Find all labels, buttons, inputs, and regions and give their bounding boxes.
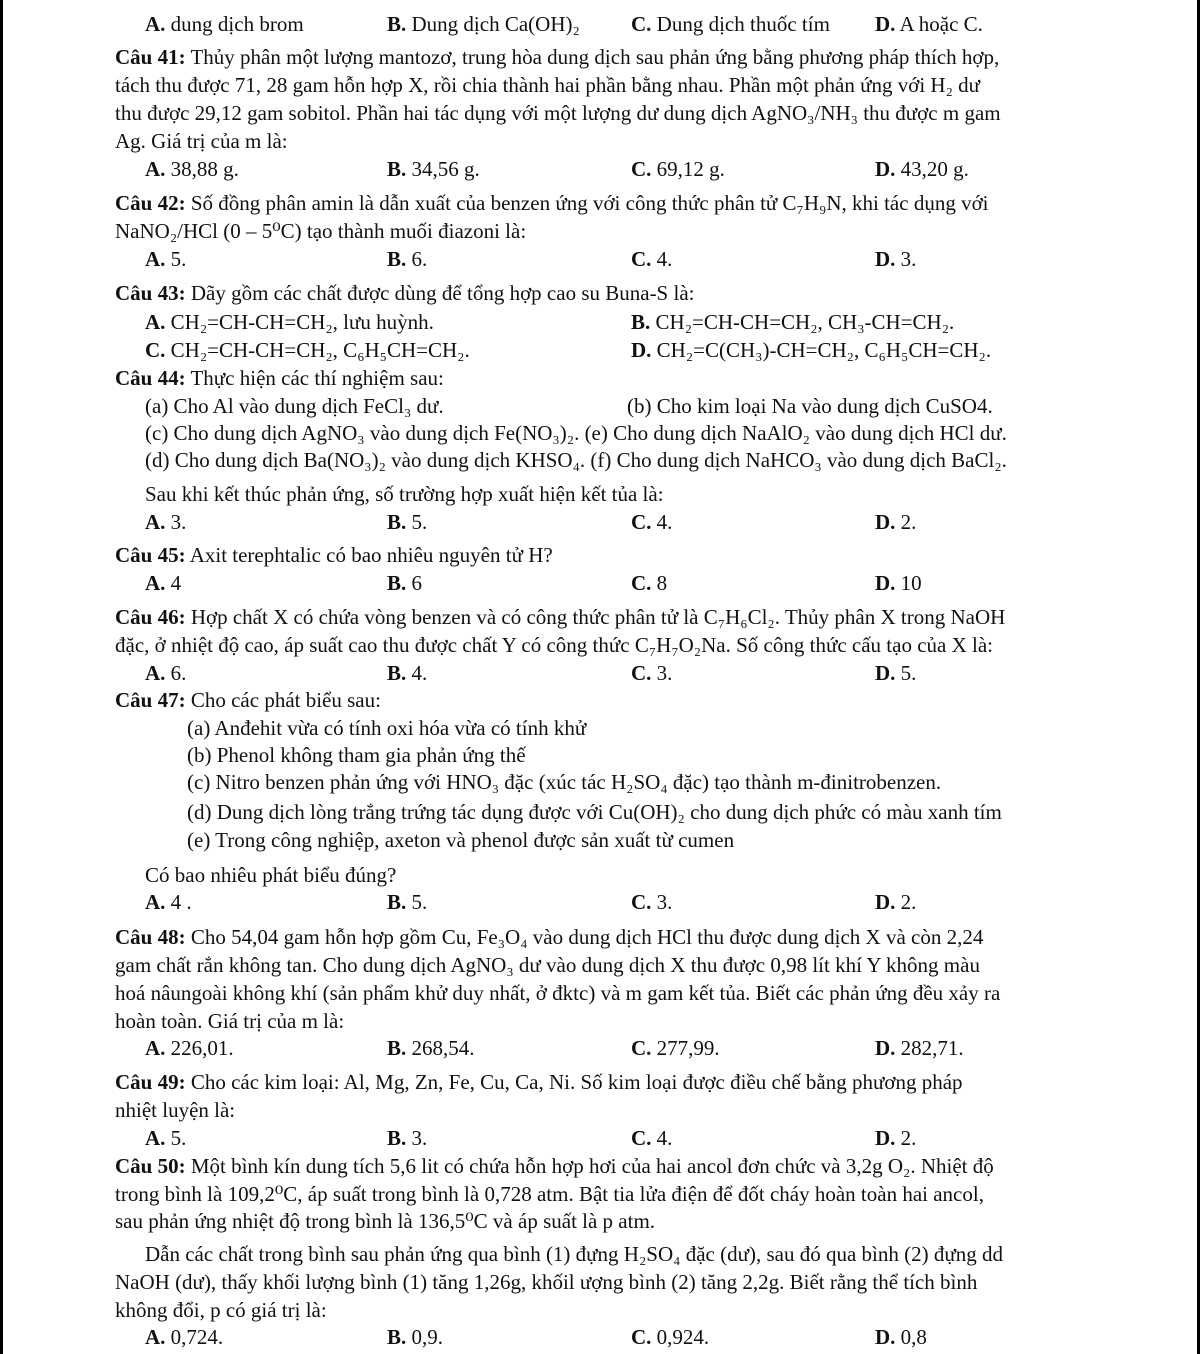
question-text-line: hoá nâungoài không khí (sản phẩm khử duy nhất, ở đktc) và m gam kết tủa. Biết các phản ứng đều xảy ra <box>115 981 1001 1005</box>
options-43-row2 <box>145 336 1145 364</box>
question-text-line: tách thu được 71, 28 gam hỗn hợp X, rồi chia thành hai phần bằng nhau. Phần một phản ứng với H₂ dư <box>115 73 981 97</box>
experiment-d-f: (d) Cho dung dịch Ba(NO₃)₂ vào dung dịch KHSO₄. (f) Cho dung dịch NaHCO₃ vào dung dịch BaCl₂. <box>145 448 1007 472</box>
question-text-line: trong bình là 109,2⁰C, áp suất trong bình là 0,728 atm. Bật tia lửa điện để đốt cháy hoàn toàn hai ancol, <box>115 1182 984 1206</box>
option-b: B. 6 <box>387 571 423 595</box>
question-text-line: gam chất rắn không tan. Cho dung dịch AgNO₃ dư vào dung dịch X thu được 0,98 lít khí Y không màu <box>115 953 980 977</box>
question-text-line: nhiệt luyện là: <box>115 1098 236 1122</box>
question-text-line: đặc, ở nhiệt độ cao, áp suất cao thu được chất Y có công thức C₇H₇O₂Na. Số công thức cấu tạo của X là: <box>115 633 993 657</box>
question-45: Câu 45: Axit terephtalic có bao nhiêu nguyên tử H? <box>115 543 553 567</box>
option-a: A. 38,88 g. <box>145 157 239 181</box>
question-49: Câu 49: Cho các kim loại: Al, Mg, Zn, Fe, Cu, Ca, Ni. Số kim loại được điều chế bằng phương pháp <box>115 1070 963 1094</box>
options-45 <box>145 569 1145 597</box>
question-46: Câu 46: Hợp chất X có chứa vòng benzen và có công thức phân tử là C₇H₆Cl₂. Thủy phân X trong NaOH <box>115 605 1006 629</box>
question-42: Câu 42: Số đồng phân amin là dẫn xuất của benzen ứng với công thức phân tử C₇H₉N, khi tác dụng với <box>115 191 989 215</box>
option-a: A. 3. <box>145 510 187 534</box>
option-d: D. 2. <box>875 510 917 534</box>
option-c: C. CH₂=CH-CH=CH₂, C₆H₅CH=CH₂. <box>145 338 470 362</box>
experiment-c-e: (c) Cho dung dịch AgNO₃ vào dung dịch Fe(NO₃)₂. (e) Cho dung dịch NaAlO₂ vào dung dịch HCl dư. <box>145 421 1007 445</box>
top-options <box>145 10 1145 38</box>
option-c: C. 8 <box>631 571 668 595</box>
option-b: B. 4. <box>387 661 428 685</box>
question-43: Câu 43: Dãy gồm các chất được dùng để tổng hợp cao su Buna-S là: <box>115 281 695 305</box>
question-tail: Sau khi kết thúc phản ứng, số trường hợp xuất hiện kết tủa là: <box>145 482 664 506</box>
options-46 <box>145 659 1145 687</box>
option-a: A. 4 . <box>145 890 192 914</box>
statement-c: (c) Nitro benzen phản ứng với HNO₃ đặc (xúc tác H₂SO₄ đặc) tạo thành m-đinitrobenzen. <box>187 770 942 794</box>
question-tail: Có bao nhiêu phát biểu đúng? <box>145 863 397 887</box>
option-d: D. 43,20 g. <box>875 157 969 181</box>
question-text-line: không đổi, p có giá trị là: <box>115 1298 327 1322</box>
option-b: B. 5. <box>387 510 428 534</box>
option-c: C. 3. <box>631 890 673 914</box>
options-44 <box>145 508 1145 536</box>
option-a: A. 0,724. <box>145 1325 224 1349</box>
option-b: B. 5. <box>387 890 428 914</box>
option-b: B. 6. <box>387 247 428 271</box>
question-44: Câu 44: Thực hiện các thí nghiệm sau: <box>115 366 444 390</box>
option-d: D. 0,8 <box>875 1325 927 1349</box>
experiment-a: (a) Cho Al vào dung dịch FeCl₃ dư. <box>145 394 444 418</box>
options-50 <box>145 1323 1145 1351</box>
option-b: B. Dung dịch Ca(OH)₂ <box>387 12 580 36</box>
options-47 <box>145 888 1145 916</box>
question-50: Câu 50: Một bình kín dung tích 5,6 lit có chứa hỗn hợp hơi của hai ancol đơn chức và 3,2g O₂. Nhiệt độ <box>115 1154 994 1178</box>
option-a: A. 6. <box>145 661 187 685</box>
option-b: B. 268,54. <box>387 1036 475 1060</box>
options-48 <box>145 1034 1145 1062</box>
option-c: C. 277,99. <box>631 1036 720 1060</box>
question-text-line: Ag. Giá trị của m là: <box>115 129 288 153</box>
option-b: B. 0,9. <box>387 1325 444 1349</box>
question-text-line: hoàn toàn. Giá trị của m là: <box>115 1009 345 1033</box>
option-d: D. 2. <box>875 1126 917 1150</box>
option-a: A. dung dịch brom <box>145 12 304 36</box>
experiment-b: (b) Cho kim loại Na vào dung dịch CuSO4. <box>627 394 993 418</box>
option-b: B. 3. <box>387 1126 428 1150</box>
option-c: C. Dung dịch thuốc tím <box>631 12 830 36</box>
option-c: C. 3. <box>631 661 673 685</box>
statement-b: (b) Phenol không tham gia phản ứng thế <box>187 743 526 767</box>
question-text-line: NaOH (dư), thấy khối lượng bình (1) tăng 1,26g, khốil ượng bình (2) tăng 2,2g. Biết rằng thể tích bình <box>115 1270 978 1294</box>
option-a: A. CH₂=CH-CH=CH₂, lưu huỳnh. <box>145 310 434 334</box>
question-41: Câu 41: Thủy phân một lượng mantozơ, trung hòa dung dịch sau phản ứng bằng phương pháp thích hợp, <box>115 45 1000 69</box>
statement-a: (a) Anđehit vừa có tính oxi hóa vừa có tính khử <box>187 716 587 740</box>
question-text-line: thu được 29,12 gam sobitol. Phần hai tác dụng với một lượng dư dung dịch AgNO₃/NH₃ thu được m gam <box>115 101 1001 125</box>
option-a: A. 5. <box>145 247 187 271</box>
question-text-line: sau phản ứng nhiệt độ trong bình là 136,5⁰C và áp suất là p atm. <box>115 1209 656 1233</box>
option-c: C. 4. <box>631 247 673 271</box>
option-d: D. 10 <box>875 571 922 595</box>
option-d: D. 5. <box>875 661 917 685</box>
statement-e: (e) Trong công nghiệp, axeton và phenol được sản xuất từ cumen <box>187 828 735 852</box>
option-c: C. 69,12 g. <box>631 157 725 181</box>
option-d: D. 2. <box>875 890 917 914</box>
option-d: D. 3. <box>875 247 917 271</box>
options-43-row1 <box>145 308 1145 336</box>
question-text-line: NaNO₂/HCl (0 – 5⁰C) tạo thành muối điazoni là: <box>115 219 527 243</box>
options-41 <box>145 155 1145 183</box>
option-c: C. 4. <box>631 510 673 534</box>
page-border-left <box>0 0 3 1354</box>
option-d: D. A hoặc C. <box>875 12 983 36</box>
question-paragraph-2: Dẫn các chất trong bình sau phản ứng qua bình (1) đựng H₂SO₄ đặc (dư), sau đó qua bình (2) đựng dd <box>145 1242 1003 1266</box>
option-a: A. 226,01. <box>145 1036 234 1060</box>
option-b: B. 34,56 g. <box>387 157 480 181</box>
option-a: A. 4 <box>145 571 182 595</box>
question-48: Câu 48: Cho 54,04 gam hỗn hợp gồm Cu, Fe₃O₄ vào dung dịch HCl thu được dung dịch X và còn 2,24 <box>115 925 984 949</box>
option-c: C. 0,924. <box>631 1325 710 1349</box>
option-b: B. CH₂=CH-CH=CH₂, CH₃-CH=CH₂. <box>631 310 955 334</box>
question-47: Câu 47: Cho các phát biểu sau: <box>115 688 381 712</box>
option-a: A. 5. <box>145 1126 187 1150</box>
option-c: C. 4. <box>631 1126 673 1150</box>
option-d: D. CH₂=C(CH₃)-CH=CH₂, C₆H₅CH=CH₂. <box>631 338 992 362</box>
options-42 <box>145 245 1145 273</box>
statement-d: (d) Dung dịch lòng trắng trứng tác dụng được với Cu(OH)₂ cho dung dịch phức có màu xanh tím <box>187 800 1002 824</box>
option-d: D. 282,71. <box>875 1036 964 1060</box>
options-49 <box>145 1124 1145 1152</box>
